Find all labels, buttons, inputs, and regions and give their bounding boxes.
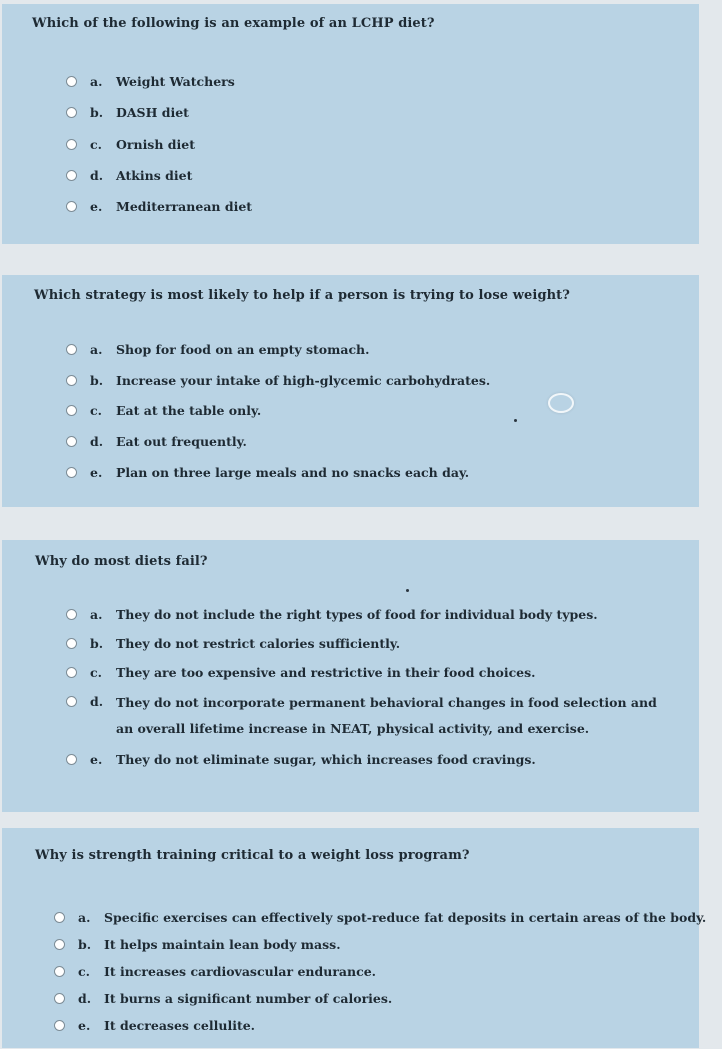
option-letter: a. <box>90 342 103 357</box>
radio-button[interactable] <box>66 76 77 87</box>
option-letter: e. <box>90 199 103 214</box>
option-text: Mediterranean diet <box>116 199 253 214</box>
radio-button[interactable] <box>66 609 77 620</box>
option-text: They are too expensive and restrictive in their food choices. <box>116 665 536 680</box>
option-letter: a. <box>78 910 91 925</box>
dot-mark <box>406 589 409 592</box>
option-letter: b. <box>90 636 104 651</box>
option-text: They do not incorporate permanent behavioral changes in food selection and an overall lifetime increase in NEAT, physical activity, and exercise. <box>116 695 657 736</box>
option-letter: e. <box>78 1018 91 1033</box>
option-letter: d. <box>90 694 104 709</box>
option-letter: a. <box>90 607 103 622</box>
option-text: They do not restrict calories sufficiently. <box>116 636 401 651</box>
radio-button[interactable] <box>66 467 77 478</box>
option-text: Weight Watchers <box>116 74 235 89</box>
option-text: Specific exercises can effectively spot-reduce fat deposits in certain areas of the body. <box>104 910 707 925</box>
radio-button[interactable] <box>54 912 65 923</box>
cursor-ring-icon <box>548 393 574 413</box>
option-letter: b. <box>78 937 92 952</box>
radio-button[interactable] <box>66 375 77 386</box>
option-letter: b. <box>90 373 104 388</box>
option-text: They do not eliminate sugar, which increases food cravings. <box>116 752 536 767</box>
option-text: It increases cardiovascular endurance. <box>104 964 377 979</box>
radio-button[interactable] <box>54 993 65 1004</box>
radio-button[interactable] <box>66 170 77 181</box>
option-letter: a. <box>90 74 103 89</box>
question-card-2 <box>2 275 699 507</box>
option-text: Atkins diet <box>116 168 193 183</box>
option-text: DASH diet <box>116 105 189 120</box>
dot-mark <box>514 419 517 422</box>
option-letter: e. <box>90 752 103 767</box>
option-text: Eat at the table only. <box>116 403 262 418</box>
option-letter: c. <box>90 403 102 418</box>
option-letter: d. <box>90 168 104 183</box>
option-letter: c. <box>90 137 102 152</box>
question-prompt: Why is strength training critical to a weight loss program? <box>35 848 470 863</box>
radio-button[interactable] <box>54 966 65 977</box>
option-text: It helps maintain lean body mass. <box>104 937 341 952</box>
option-letter: c. <box>90 665 102 680</box>
option-text: They do not include the right types of food for individual body types. <box>116 607 598 622</box>
option-text: It burns a significant number of calories. <box>104 991 393 1006</box>
option-letter: c. <box>78 964 90 979</box>
question-prompt: Which strategy is most likely to help if a person is trying to lose weight? <box>34 288 571 303</box>
radio-button[interactable] <box>66 754 77 765</box>
option-text: It decreases cellulite. <box>104 1018 256 1033</box>
radio-button[interactable] <box>66 139 77 150</box>
question-card-1 <box>2 4 699 244</box>
option-text: Shop for food on an empty stomach. <box>116 342 370 357</box>
radio-button[interactable] <box>66 107 77 118</box>
option-letter: d. <box>78 991 92 1006</box>
radio-button[interactable] <box>54 1020 65 1031</box>
radio-button[interactable] <box>66 638 77 649</box>
option-letter: e. <box>90 465 103 480</box>
option-text: Eat out frequently. <box>116 434 247 449</box>
question-card-4 <box>2 828 707 1048</box>
question-prompt: Which of the following is an example of an LCHP diet? <box>32 16 435 31</box>
option-text: Ornish diet <box>116 137 196 152</box>
option-letter: b. <box>90 105 104 120</box>
radio-button[interactable] <box>66 201 77 212</box>
option-text: Plan on three large meals and no snacks each day. <box>116 465 470 480</box>
radio-button[interactable] <box>66 344 77 355</box>
option-letter: d. <box>90 434 104 449</box>
radio-button[interactable] <box>66 667 77 678</box>
radio-button[interactable] <box>66 405 77 416</box>
question-prompt: Why do most diets fail? <box>35 554 208 569</box>
radio-button[interactable] <box>54 939 65 950</box>
radio-button[interactable] <box>66 696 77 707</box>
radio-button[interactable] <box>66 436 77 447</box>
option-text: Increase your intake of high-glycemic carbohydrates. <box>116 373 491 388</box>
question-card-3 <box>2 540 699 812</box>
